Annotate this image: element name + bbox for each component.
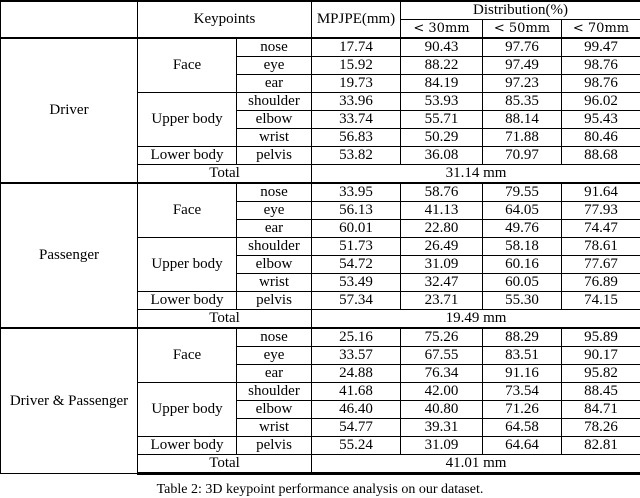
keypoint-name: shoulder	[237, 93, 312, 111]
cell-mpjpe: 54.77	[312, 419, 401, 437]
group-label: Driver	[1, 38, 138, 183]
cell-mpjpe: 33.96	[312, 93, 401, 111]
cell-mpjpe: 25.16	[312, 328, 401, 347]
cell-d30: 23.71	[401, 292, 483, 310]
cell-d70: 88.45	[562, 383, 640, 401]
cell-d30: 31.09	[401, 437, 483, 455]
part-label: Upper body	[138, 93, 237, 147]
cell-d30: 32.47	[401, 274, 483, 292]
cell-mpjpe: 53.82	[312, 147, 401, 165]
part-label: Lower body	[138, 292, 237, 310]
keypoint-name: eye	[237, 347, 312, 365]
cell-d50: 64.05	[483, 202, 562, 220]
cell-d50: 97.76	[483, 38, 562, 57]
cell-mpjpe: 46.40	[312, 401, 401, 419]
table-row	[1, 183, 640, 202]
cell-mpjpe: 54.72	[312, 256, 401, 274]
cell-d30: 53.93	[401, 93, 483, 111]
cell-d30: 36.08	[401, 147, 483, 165]
cell-mpjpe: 19.73	[312, 75, 401, 93]
cell-d30: 42.00	[401, 383, 483, 401]
keypoint-name: eye	[237, 202, 312, 220]
cell-d70: 90.17	[562, 347, 640, 365]
cell-d50: 55.30	[483, 292, 562, 310]
total-label: Total	[138, 310, 312, 329]
header-distribution: Distribution(%)	[401, 1, 640, 20]
cell-mpjpe: 51.73	[312, 238, 401, 256]
header-keypoints: Keypoints	[138, 1, 312, 38]
part-label: Lower body	[138, 147, 237, 165]
group-label: Driver & Passenger	[1, 328, 138, 474]
keypoint-name: pelvis	[237, 437, 312, 455]
keypoint-name: nose	[237, 328, 312, 347]
cell-d50: 85.35	[483, 93, 562, 111]
total-label: Total	[138, 455, 312, 474]
cell-d30: 31.09	[401, 256, 483, 274]
header-threshold-50: < 50mm	[483, 20, 562, 39]
table-row	[1, 38, 640, 57]
cell-mpjpe: 53.49	[312, 274, 401, 292]
cell-d30: 67.55	[401, 347, 483, 365]
cell-d50: 60.16	[483, 256, 562, 274]
cell-d30: 26.49	[401, 238, 483, 256]
cell-d30: 50.29	[401, 129, 483, 147]
cell-d50: 70.97	[483, 147, 562, 165]
cell-d30: 76.34	[401, 365, 483, 383]
cell-mpjpe: 56.13	[312, 202, 401, 220]
keypoint-name: nose	[237, 183, 312, 202]
header-threshold-70: < 70mm	[562, 20, 640, 39]
cell-d50: 71.88	[483, 129, 562, 147]
cell-mpjpe: 33.95	[312, 183, 401, 202]
cell-d50: 71.26	[483, 401, 562, 419]
cell-d70: 99.47	[562, 38, 640, 57]
cell-d50: 64.58	[483, 419, 562, 437]
table-row	[1, 328, 640, 347]
cell-d70: 95.82	[562, 365, 640, 383]
cell-d70: 95.43	[562, 111, 640, 129]
cell-d30: 84.19	[401, 75, 483, 93]
cell-d70: 91.64	[562, 183, 640, 202]
cell-d30: 40.80	[401, 401, 483, 419]
cell-d70: 88.68	[562, 147, 640, 165]
cell-d70: 80.46	[562, 129, 640, 147]
results-body	[1, 38, 640, 474]
cell-d70: 98.76	[562, 75, 640, 93]
cell-d50: 97.23	[483, 75, 562, 93]
cell-d70: 77.93	[562, 202, 640, 220]
keypoint-name: wrist	[237, 129, 312, 147]
keypoint-name: wrist	[237, 419, 312, 437]
cell-d70: 78.61	[562, 238, 640, 256]
cell-d70: 78.26	[562, 419, 640, 437]
header-mpjpe: MPJPE(mm)	[312, 1, 401, 38]
total-label: Total	[138, 165, 312, 184]
cell-d30: 75.26	[401, 328, 483, 347]
cell-d50: 91.16	[483, 365, 562, 383]
cell-d50: 49.76	[483, 220, 562, 238]
keypoint-name: elbow	[237, 401, 312, 419]
keypoint-name: pelvis	[237, 292, 312, 310]
cell-d70: 74.15	[562, 292, 640, 310]
cell-d50: 79.55	[483, 183, 562, 202]
keypoint-name: shoulder	[237, 383, 312, 401]
keypoint-name: eye	[237, 57, 312, 75]
keypoint-name: elbow	[237, 256, 312, 274]
cell-d70: 82.81	[562, 437, 640, 455]
keypoint-name: shoulder	[237, 238, 312, 256]
part-label: Upper body	[138, 238, 237, 292]
header-threshold-30: < 30mm	[401, 20, 483, 39]
cell-d50: 88.14	[483, 111, 562, 129]
part-label: Face	[138, 183, 237, 238]
cell-d70: 74.47	[562, 220, 640, 238]
cell-mpjpe: 33.57	[312, 347, 401, 365]
cell-mpjpe: 55.24	[312, 437, 401, 455]
cell-mpjpe: 33.74	[312, 111, 401, 129]
cell-d70: 84.71	[562, 401, 640, 419]
cell-d70: 77.67	[562, 256, 640, 274]
keypoint-name: nose	[237, 38, 312, 57]
cell-d50: 60.05	[483, 274, 562, 292]
total-value: 19.49 mm	[312, 310, 640, 329]
cell-d30: 41.13	[401, 202, 483, 220]
cell-mpjpe: 56.83	[312, 129, 401, 147]
part-label: Upper body	[138, 383, 237, 437]
part-label: Lower body	[138, 437, 237, 455]
part-label: Face	[138, 38, 237, 93]
cell-mpjpe: 15.92	[312, 57, 401, 75]
cell-d50: 64.64	[483, 437, 562, 455]
cell-d30: 58.76	[401, 183, 483, 202]
cell-d30: 22.80	[401, 220, 483, 238]
cell-d30: 39.31	[401, 419, 483, 437]
keypoint-name: ear	[237, 75, 312, 93]
header-row-1	[1, 1, 640, 20]
cell-d30: 90.43	[401, 38, 483, 57]
cell-mpjpe: 24.88	[312, 365, 401, 383]
keypoint-name: elbow	[237, 111, 312, 129]
cell-mpjpe: 41.68	[312, 383, 401, 401]
group-label: Passenger	[1, 183, 138, 328]
keypoint-name: ear	[237, 365, 312, 383]
cell-d50: 58.18	[483, 238, 562, 256]
table-caption: Table 2: 3D keypoint performance analysis on our dataset.	[0, 482, 640, 498]
cell-d30: 55.71	[401, 111, 483, 129]
keypoint-name: wrist	[237, 274, 312, 292]
cell-mpjpe: 17.74	[312, 38, 401, 57]
part-label: Face	[138, 328, 237, 383]
total-value: 31.14 mm	[312, 165, 640, 184]
cell-mpjpe: 57.34	[312, 292, 401, 310]
keypoint-name: ear	[237, 220, 312, 238]
cell-d50: 83.51	[483, 347, 562, 365]
cell-mpjpe: 60.01	[312, 220, 401, 238]
cell-d70: 76.89	[562, 274, 640, 292]
cell-d70: 95.89	[562, 328, 640, 347]
cell-d50: 73.54	[483, 383, 562, 401]
cell-d70: 96.02	[562, 93, 640, 111]
header-blank	[1, 1, 138, 38]
cell-d50: 97.49	[483, 57, 562, 75]
total-value: 41.01 mm	[312, 455, 640, 474]
cell-d70: 98.76	[562, 57, 640, 75]
cell-d50: 88.29	[483, 328, 562, 347]
keypoint-name: pelvis	[237, 147, 312, 165]
cell-d30: 88.22	[401, 57, 483, 75]
